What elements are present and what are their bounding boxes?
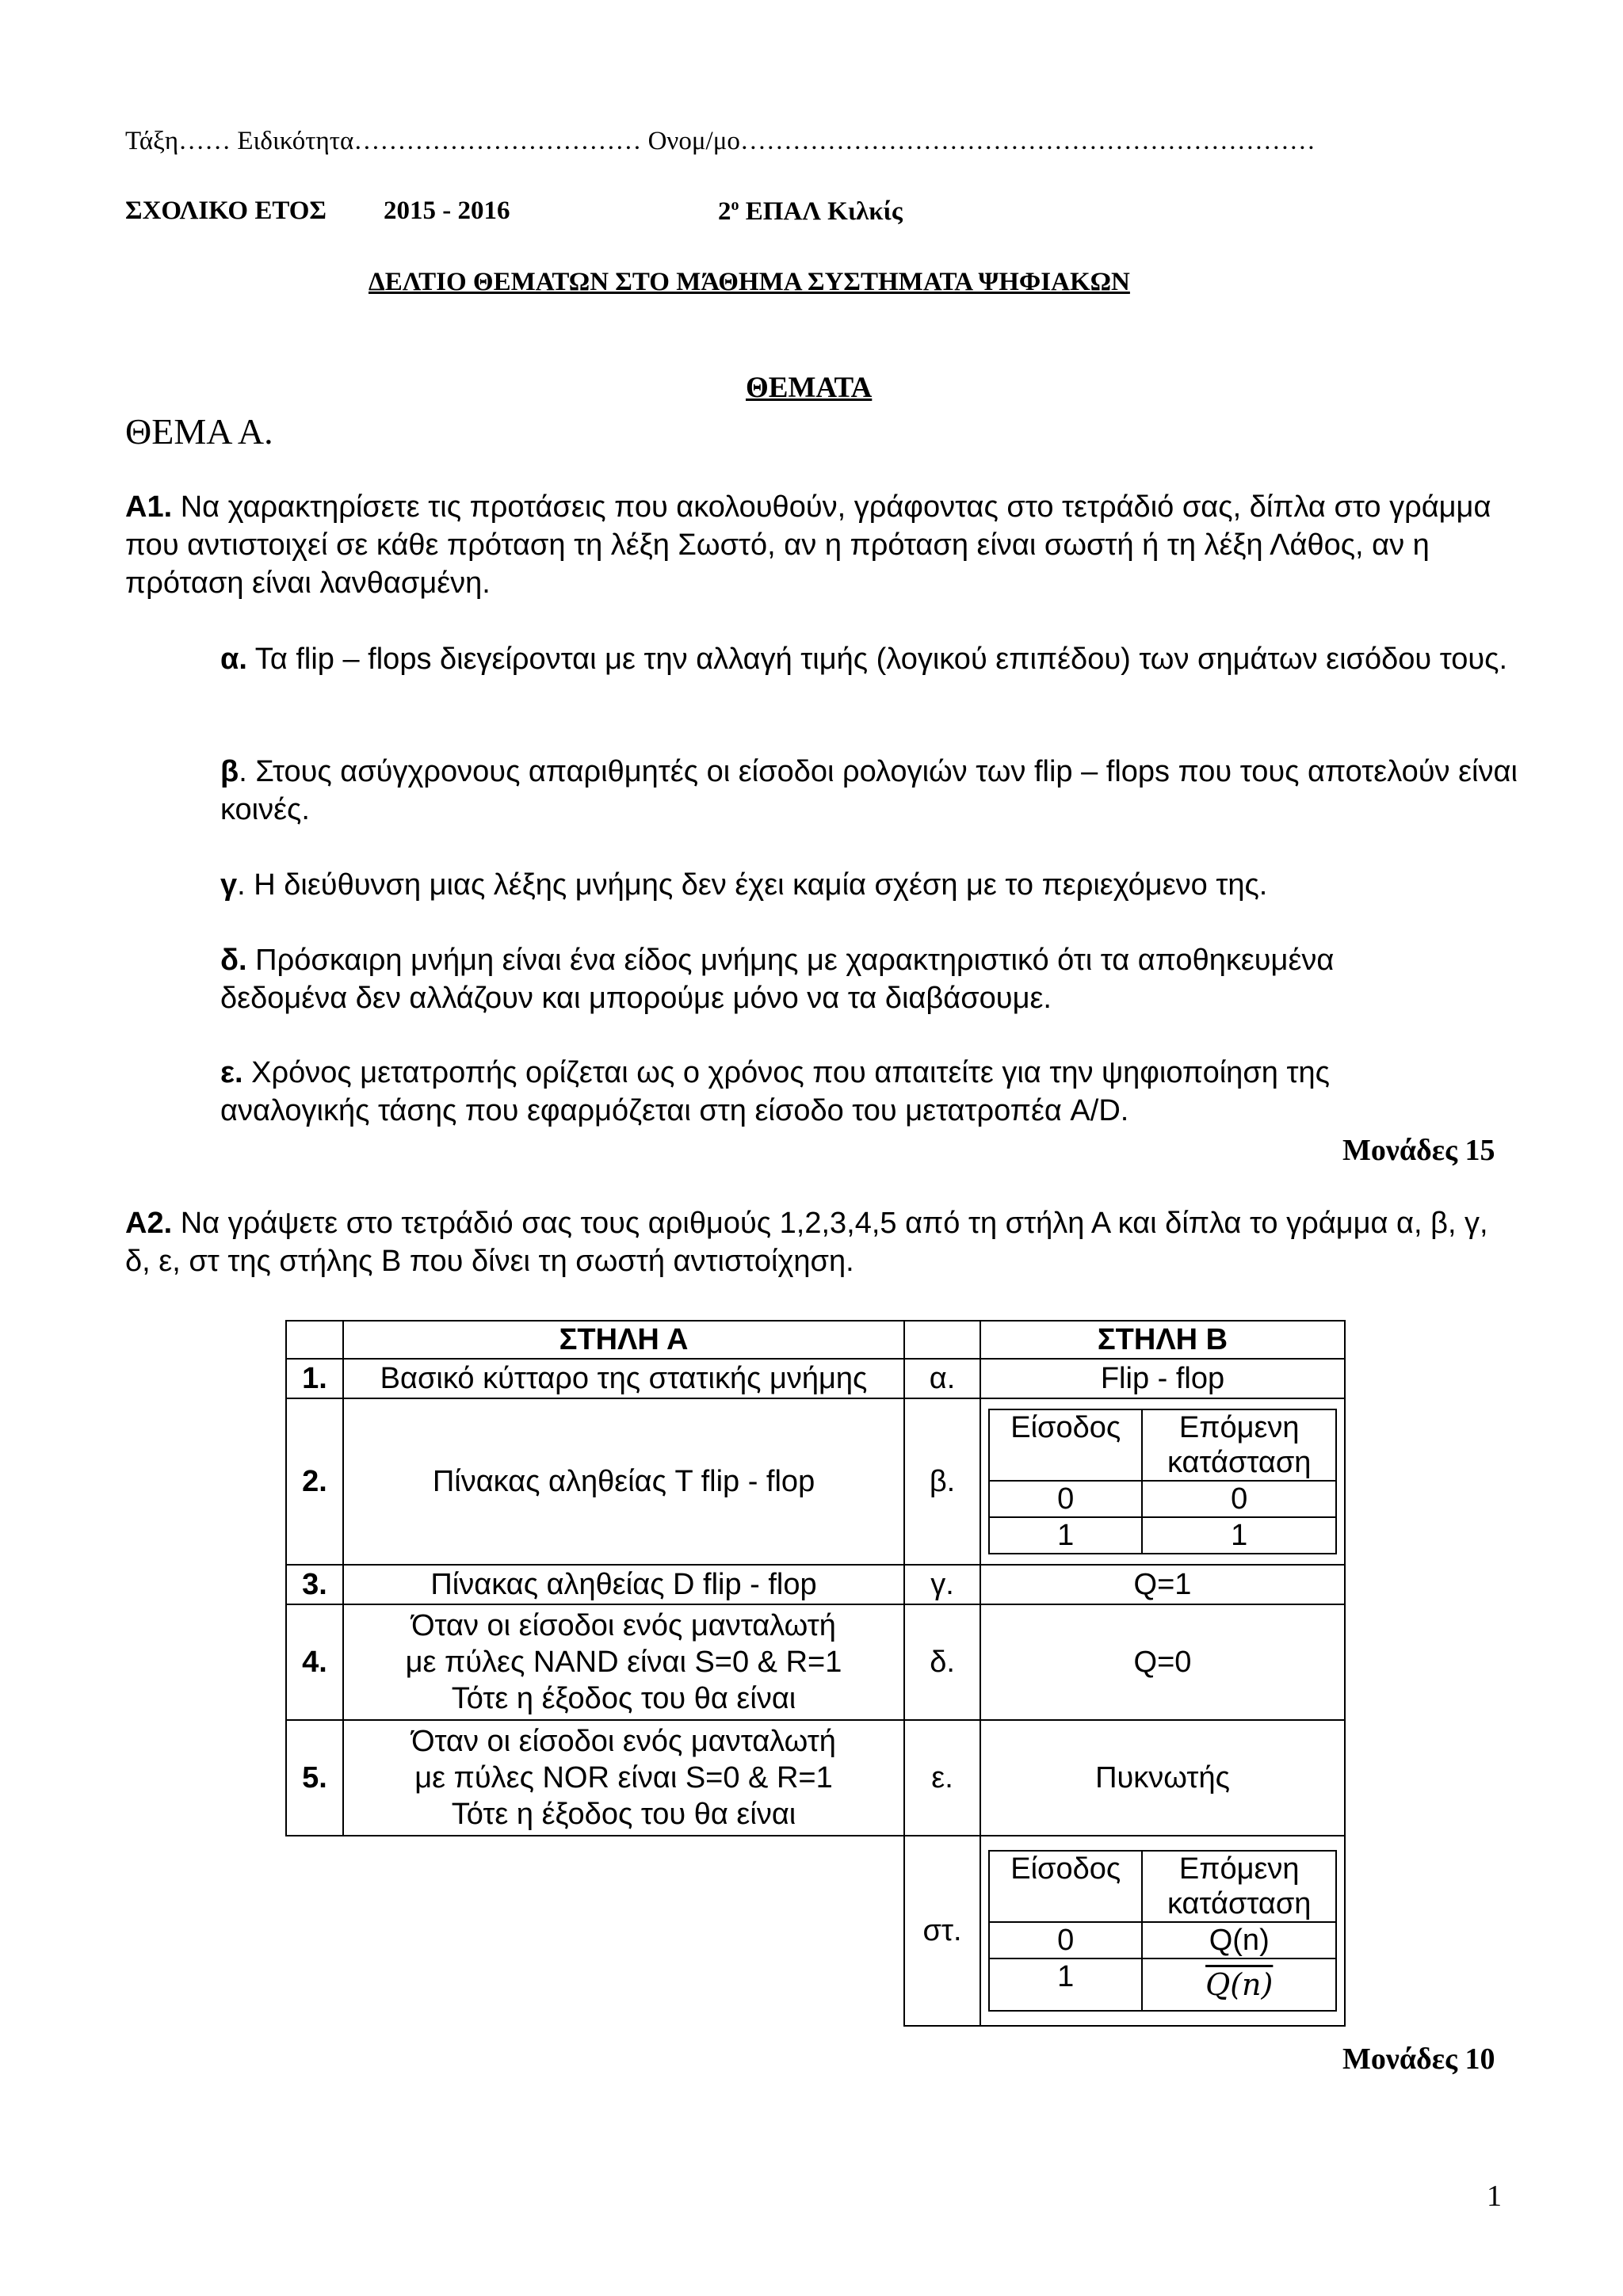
truth-table-cell: 1 <box>989 1517 1142 1554</box>
row-number: 4. <box>286 1604 343 1720</box>
column-b-cell: Q=0 <box>980 1604 1345 1720</box>
bulletin-title: ΔΕΛΤΙΟ ΘΕΜΑΤΩΝ ΣΤΟ ΜΆΘΗΜΑ ΣΥΣΤΗΜΑΤΑ ΨΗΦΙΑΚΩΝ <box>369 268 1130 296</box>
truth-table-cell: 0 <box>989 1922 1142 1958</box>
section-title: ΘΕΜΑ Α. <box>125 411 273 452</box>
column-a-header: ΣΤΗΛΗ Α <box>343 1321 904 1359</box>
a1-item-d: δ. Πρόσκαιρη μνήμη είναι ένα είδος μνήμης με χαρακτηριστικό ότι τα αποθηκευμένα δεδομένα δεν αλλάζουν και μπορούμε μόνο να τα διαβάσουμε. <box>220 944 1335 1015</box>
row-number: 1. <box>286 1359 343 1398</box>
truth-table-beta <box>988 1409 1337 1554</box>
column-b-cell: Πυκνωτής <box>980 1720 1345 1836</box>
row-number: 3. <box>286 1565 343 1604</box>
column-b-cell <box>980 1836 1345 2026</box>
truth-table-cell: 1 <box>1142 1517 1336 1554</box>
letter-cell: α. <box>904 1359 980 1398</box>
header-empty-num <box>286 1321 343 1359</box>
column-a-cell: Βασικό κύτταρο της στατικής μνήμης <box>343 1359 904 1398</box>
a2-marks: Μονάδες 10 <box>1342 2042 1495 2076</box>
column-a-cell: Πίνακας αληθείας D flip - flop <box>343 1565 904 1604</box>
table-row <box>286 1604 1345 1720</box>
column-a-cell: Όταν οι είσοδοι ενός μανταλωτή με πύλες NOR είναι S=0 & R=1 Τότε η έξοδος του θα είναι <box>343 1720 904 1836</box>
letter-cell: δ. <box>904 1604 980 1720</box>
a1-intro: Α1. Να χαρακτηρίσετε τις προτάσεις που ακολουθούν, γράφοντας στο τετράδιό σας, δίπλα στο γράμμα που αντιστοιχεί σε κάθε πρόταση τη λέξη Σωστό, αν η πρόταση είναι σωστή ή τη λέξη Λάθος, αν η πρόταση είναι λανθασμένη. <box>125 490 1491 600</box>
truth-table-input-header: Είσοδος <box>989 1409 1142 1481</box>
header-empty-letter <box>904 1321 980 1359</box>
row-number: 2. <box>286 1398 343 1565</box>
a1-item-e: ε. Χρόνος μετατροπής ορίζεται ως ο χρόνος που απαιτείτε για την ψηφιοποίηση της αναλογικής τάσης που εφαρμόζεται στη είσοδο του μετατροπέα A/D. <box>220 1056 1330 1127</box>
column-b-cell: Q=1 <box>980 1565 1345 1604</box>
letter-cell: γ. <box>904 1565 980 1604</box>
table-header-row <box>286 1321 1345 1359</box>
column-a-cell: Πίνακας αληθείας T flip - flop <box>343 1398 904 1565</box>
table-row <box>286 1565 1345 1604</box>
school-year-label: ΣΧΟΛΙΚΟ ΕΤΟΣ <box>125 196 327 225</box>
truth-table-cell: 0 <box>1142 1481 1336 1517</box>
truth-table-st <box>988 1850 1337 2012</box>
matching-table <box>285 1320 1346 2027</box>
header-fields-line: Τάξη…… Ειδικότητα…………………………… Ονομ/μο………………………………………………………… <box>125 127 1316 155</box>
school-year: 2015 - 2016 <box>384 196 510 225</box>
letter-cell: στ. <box>904 1836 980 2026</box>
column-b-cell <box>980 1398 1345 1565</box>
truth-table-cell: 0 <box>989 1481 1142 1517</box>
a1-item-a: α. Τα flip – flops διεγείρονται με την αλλαγή τιμής (λογικού επιπέδου) των σημάτων εισόδου τους. <box>220 643 1508 676</box>
truth-table-cell <box>1142 1958 1336 2011</box>
column-b-cell: Flip - flop <box>980 1359 1345 1398</box>
table-row <box>286 1359 1345 1398</box>
row-number: 5. <box>286 1720 343 1836</box>
a2-intro: Α2. Να γράψετε στο τετράδιό σας τους αριθμούς 1,2,3,4,5 από τη στήλη Α και δίπλα το γράμμα α, β, γ, δ, ε, στ της στήλης Β που δίνει τη σωστή αντιστοίχηση. <box>125 1207 1488 1278</box>
a1-item-c: γ. Η διεύθυνση μιας λέξης μνήμης δεν έχει καμία σχέση με το περιεχόμενο της. <box>220 868 1268 902</box>
truth-table-input-header: Είσοδος <box>989 1851 1142 1922</box>
school-name: $2^o$ ΕΠΑΛ Κιλκίς <box>718 196 903 226</box>
truth-table-next-state-header: Επόμενη κατάσταση <box>1142 1851 1336 1922</box>
a1-item-b: β. Στους ασύγχρονους απαριθμητές οι είσοδοι ρολογιών των flip – flops που τους αποτελούν είναι κοινές. <box>220 755 1518 826</box>
q-not-symbol: Q(n) <box>1205 1966 1274 2002</box>
truth-table-cell: Q(n) <box>1142 1922 1336 1958</box>
topics-title: ΘΕΜΑΤΑ <box>746 372 873 404</box>
a1-marks: Μονάδες 15 <box>1342 1134 1495 1167</box>
empty-cell <box>343 1836 904 2026</box>
truth-table-next-state-header: Επόμενη κατάσταση <box>1142 1409 1336 1481</box>
table-row <box>286 1836 1345 2026</box>
letter-cell: β. <box>904 1398 980 1565</box>
table-row <box>286 1398 1345 1565</box>
truth-table-cell: 1 <box>989 1958 1142 2011</box>
table-row <box>286 1720 1345 1836</box>
column-a-cell: Όταν οι είσοδοι ενός μανταλωτή με πύλες NAND είναι S=0 & R=1 Τότε η έξοδος του θα είναι <box>343 1604 904 1720</box>
empty-cell <box>286 1836 343 2026</box>
column-b-header: ΣΤΗΛΗ Β <box>980 1321 1345 1359</box>
page-number: 1 <box>1487 2180 1502 2213</box>
letter-cell: ε. <box>904 1720 980 1836</box>
